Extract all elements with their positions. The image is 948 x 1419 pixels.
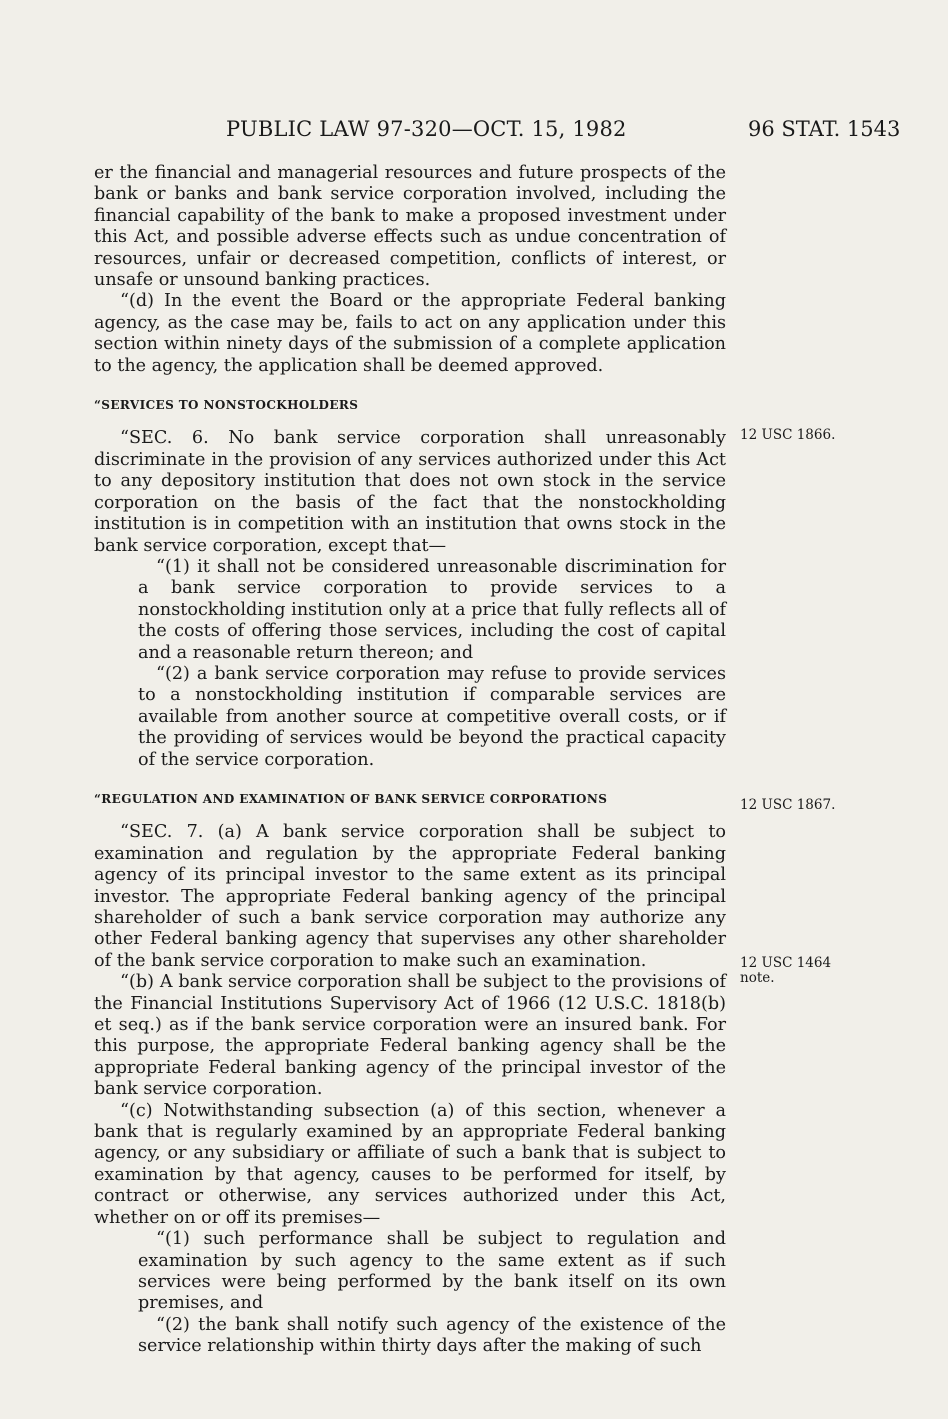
- paragraph-subsection-d: “(d) In the event the Board or the appropriate Federal banking agency, as the case may be, fails to act on any application under this section within ninety days of the submission of a complete application to the agency, the application shall be deemed approved.: [94, 291, 726, 376]
- margin-note-usc-1867: 12 USC 1867.: [740, 797, 836, 813]
- margin-note-usc-1464: [740, 956, 831, 986]
- paragraph-sec-7-a: “SEC. 7. (a) A bank service corporation shall be subject to examination and regulation by the appropriate Federal banking agency of its principal investor to the same extent as its principal investor. The appropriate Federal banking agency of the principal shareholder of such a bank service corporation may authorize any other Federal banking agency that supervises any other shareholder of the bank service corporation to make such an examination.: [94, 822, 726, 971]
- margin-note-usc-1464-line2: note.: [740, 970, 775, 986]
- paragraph-sec-7-c-clause-2: “(2) the bank shall notify such agency of the existence of the service relationship within thirty days after the making of such: [138, 1314, 726, 1357]
- page-header-title: PUBLIC LAW 97-320—OCT. 15, 1982: [226, 117, 627, 141]
- section-heading-services-to-nonstockholders: “SERVICES TO NONSTOCKHOLDERS: [94, 398, 359, 413]
- page-header-stat-citation: 96 STAT. 1543: [748, 117, 901, 141]
- paragraph-sec-6-clause-1: “(1) it shall not be considered unreasonable discrimination for a bank service corporation to provide services to a nonstockholding institution only at a price that fully reflects all of the costs of offering those services, including the cost of capital and a reasonable return thereon; and: [138, 556, 726, 663]
- paragraph-sec-6: “SEC. 6. No bank service corporation shall unreasonably discriminate in the provision of any services authorized under this Act to any depository institution that does not own stock in the service corporation on the basis of the fact that the nonstockholding institution is in competition with an institution that owns stock in the bank service corporation, except that—: [94, 428, 726, 556]
- body-text-column: [94, 163, 726, 1358]
- paragraph-sec-7-b: “(b) A bank service corporation shall be subject to the provisions of the Financial Institutions Supervisory Act of 1966 (12 U.S.C. 1818(b) et seq.) as if the bank service corporation were an insured bank. For this purpose, the appropriate Federal banking agency shall be the appropriate Federal banking agency of the principal investor of the bank service corporation.: [94, 972, 726, 1100]
- paragraph-sec-6-clause-2: “(2) a bank service corporation may refuse to provide services to a nonstockholding institution if comparable services are available from another source at competitive overall costs, or if the providing of services would be beyond the practical capacity of the service corporation.: [138, 663, 726, 770]
- section-heading-regulation-and-examination: “REGULATION AND EXAMINATION OF BANK SERVICE CORPORATIONS: [94, 791, 608, 806]
- margin-note-usc-1464-line1: 12 USC 1464: [740, 955, 832, 971]
- paragraph-continuation: er the financial and managerial resources and future prospects of the bank or banks and bank service corporation involved, including the financial capability of the bank to make a proposed investment under this Act, and possible adverse effects such as undue concentration of resources, unfair or decreased competition, conflicts of interest, or unsafe or unsound banking practices.: [94, 163, 726, 291]
- paragraph-sec-7-c: “(c) Notwithstanding subsection (a) of this section, whenever a bank that is regularly examined by an appropriate Federal banking agency, or any subsidiary or affiliate of such a bank that is subject to examination by that agency, causes to be performed for itself, by contract or otherwise, any services authorized under this Act, whether on or off its premises—: [94, 1100, 726, 1228]
- margin-note-usc-1866: 12 USC 1866.: [740, 427, 836, 443]
- paragraph-sec-7-c-clause-1: “(1) such performance shall be subject to regulation and examination by such agency to the same extent as if such services were being performed by the bank itself on its own premises, and: [138, 1229, 726, 1314]
